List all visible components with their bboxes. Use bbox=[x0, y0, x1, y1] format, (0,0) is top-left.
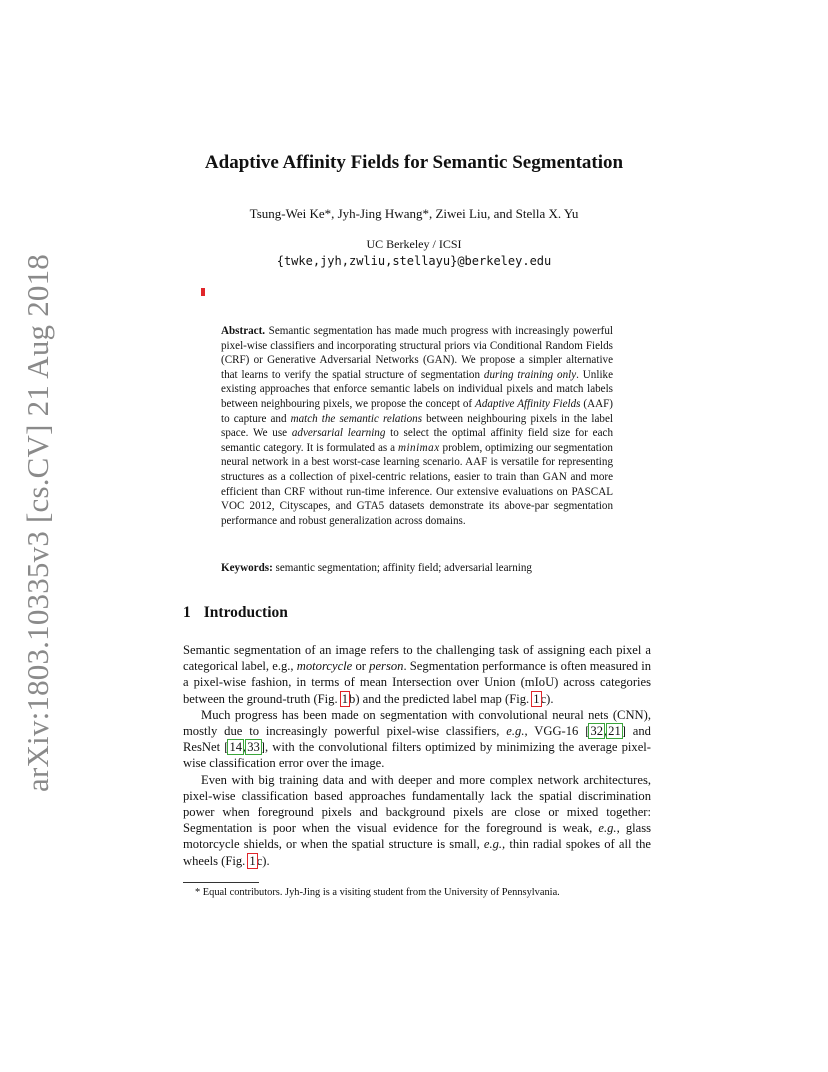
intro-text: VGG-16 [ bbox=[527, 724, 590, 739]
intro-text: , bbox=[603, 724, 608, 739]
intro-emphasis: person bbox=[369, 659, 404, 674]
abstract-emphasis: match the semantic relations bbox=[290, 412, 423, 425]
figure-link[interactable]: 1 bbox=[341, 691, 349, 706]
citation-link[interactable]: 32 bbox=[590, 724, 603, 739]
paper-authors: Tsung-Wei Ke*, Jyh-Jing Hwang*, Ziwei Liu, and Stella X. Yu bbox=[249, 206, 579, 221]
footnote-divider bbox=[183, 882, 259, 883]
citation-link[interactable]: 14 bbox=[229, 740, 243, 755]
abstract-label: Abstract. bbox=[221, 325, 266, 337]
abstract-math: minimax bbox=[397, 441, 440, 454]
intro-text: b) and the predicted label map (Fig. bbox=[349, 691, 533, 706]
intro-text: . Segmentation performance is often measured in a pixel-wise fashion, in terms of mean Intersection over Union (mIoU) across categories between the ground-truth (Fig. bbox=[183, 659, 651, 706]
intro-paragraph-1 bbox=[183, 642, 651, 707]
abstract-emphasis: during training only bbox=[483, 368, 577, 381]
abstract-text: problem, optimizing our segmentation neural network in a best worst-case learning scenario. AAF is versatile for representing structures as a collection of pixel-centric relations, easier to train than GAN and more efficient than CRF without run-time inference. Our extensive evaluations on PASCAL VOC 2012, Cityscapes, and GTA5 datasets demonstrate its above-par segmentation performance and robust generalization across domains. bbox=[221, 441, 613, 527]
author-email: {twke,jyh,zwliu,stellayu}@berkeley.edu bbox=[276, 254, 552, 268]
section-number: 1 bbox=[183, 604, 191, 621]
intro-text: c). bbox=[256, 853, 270, 868]
intro-text: , bbox=[243, 740, 247, 755]
abstract-emphasis: Adaptive Affinity Fields bbox=[475, 397, 581, 410]
intro-text: ], with the convolutional filters optimized by minimizing the average pixel-wise classification error over the image. bbox=[183, 740, 651, 771]
link-marker bbox=[201, 288, 205, 296]
paper-title: Adaptive Affinity Fields for Semantic Segmentation bbox=[204, 152, 624, 173]
intro-text: glass motorcycle shields, or when the spatial structure is small, bbox=[183, 821, 652, 852]
abstract-text: Semantic segmentation has made much progress with increasingly powerful pixel-wise classifiers and incorporating structural priors via Conditional Random Fields (CRF) or Generative Adversarial Networks (GAN). We propose a simpler alternative that learns to verify the spatial structure of segmentation bbox=[221, 325, 613, 381]
intro-emphasis: e.g., bbox=[506, 724, 528, 739]
keywords-line bbox=[221, 562, 613, 574]
intro-text: ] and ResNet [ bbox=[183, 724, 651, 755]
footnote: * Equal contributors. Jyh-Jing is a visiting student from the University of Pennsylvania. bbox=[195, 887, 560, 898]
section-title: Introduction bbox=[203, 604, 288, 621]
intro-text: c). bbox=[540, 691, 554, 706]
abstract-text: to select the optimal affinity field size for each semantic category. It is formulated as a bbox=[221, 427, 613, 454]
abstract-emphasis: adversarial learning bbox=[291, 427, 386, 440]
intro-emphasis: motorcycle bbox=[296, 659, 353, 674]
intro-paragraph-2 bbox=[183, 707, 651, 772]
abstract-block bbox=[221, 324, 613, 528]
introduction-body bbox=[183, 642, 651, 869]
keywords-label: Keywords: bbox=[221, 562, 273, 574]
abstract-text: (AAF) to capture and bbox=[221, 397, 613, 425]
section-heading bbox=[183, 604, 288, 622]
figure-link[interactable]: 1 bbox=[249, 853, 256, 868]
intro-emphasis: e.g., bbox=[598, 821, 620, 836]
keywords-text: semantic segmentation; affinity field; adversarial learning bbox=[272, 562, 532, 574]
arxiv-identifier-stamp bbox=[14, 253, 62, 792]
figure-link[interactable]: 1 bbox=[533, 691, 540, 706]
intro-paragraph-3 bbox=[183, 772, 651, 869]
citation-link[interactable]: 21 bbox=[608, 724, 621, 739]
arxiv-identifier-text: arXiv:1803.10335v3 [cs.CV] 21 Aug 2018 bbox=[20, 253, 56, 792]
abstract-text: . Unlike existing approaches that enforce semantic labels on individual pixels and match labels between neighbouring pixels, we propose the concept of bbox=[221, 368, 613, 410]
intro-text: Much progress has been made on segmentation with convolutional neural nets (CNN), mostly due to increasingly powerful pixel-wise classifiers, bbox=[183, 707, 651, 739]
intro-text: or bbox=[352, 659, 370, 674]
author-affiliation: UC Berkeley / ICSI bbox=[366, 237, 462, 251]
citation-link[interactable]: 33 bbox=[247, 740, 260, 755]
intro-emphasis: e.g., bbox=[483, 837, 506, 852]
abstract-text: between neighbouring pixels in the label space. We use bbox=[221, 412, 613, 440]
intro-text: Even with big training data and with deeper and more complex network architectures, pixel-wise classification based approaches fundamentally lack the spatial discrimination power when foreground pixels and background pixels are close or mixed together: Segmentation is poor when the visual evidence for the foreground is weak, bbox=[183, 772, 651, 836]
intro-text: Semantic segmentation of an image refers to the challenging task of assigning each pixel a categorical label, e.g., bbox=[183, 643, 651, 674]
intro-text: thin radial spokes of all the wheels (Fig. bbox=[183, 837, 651, 868]
